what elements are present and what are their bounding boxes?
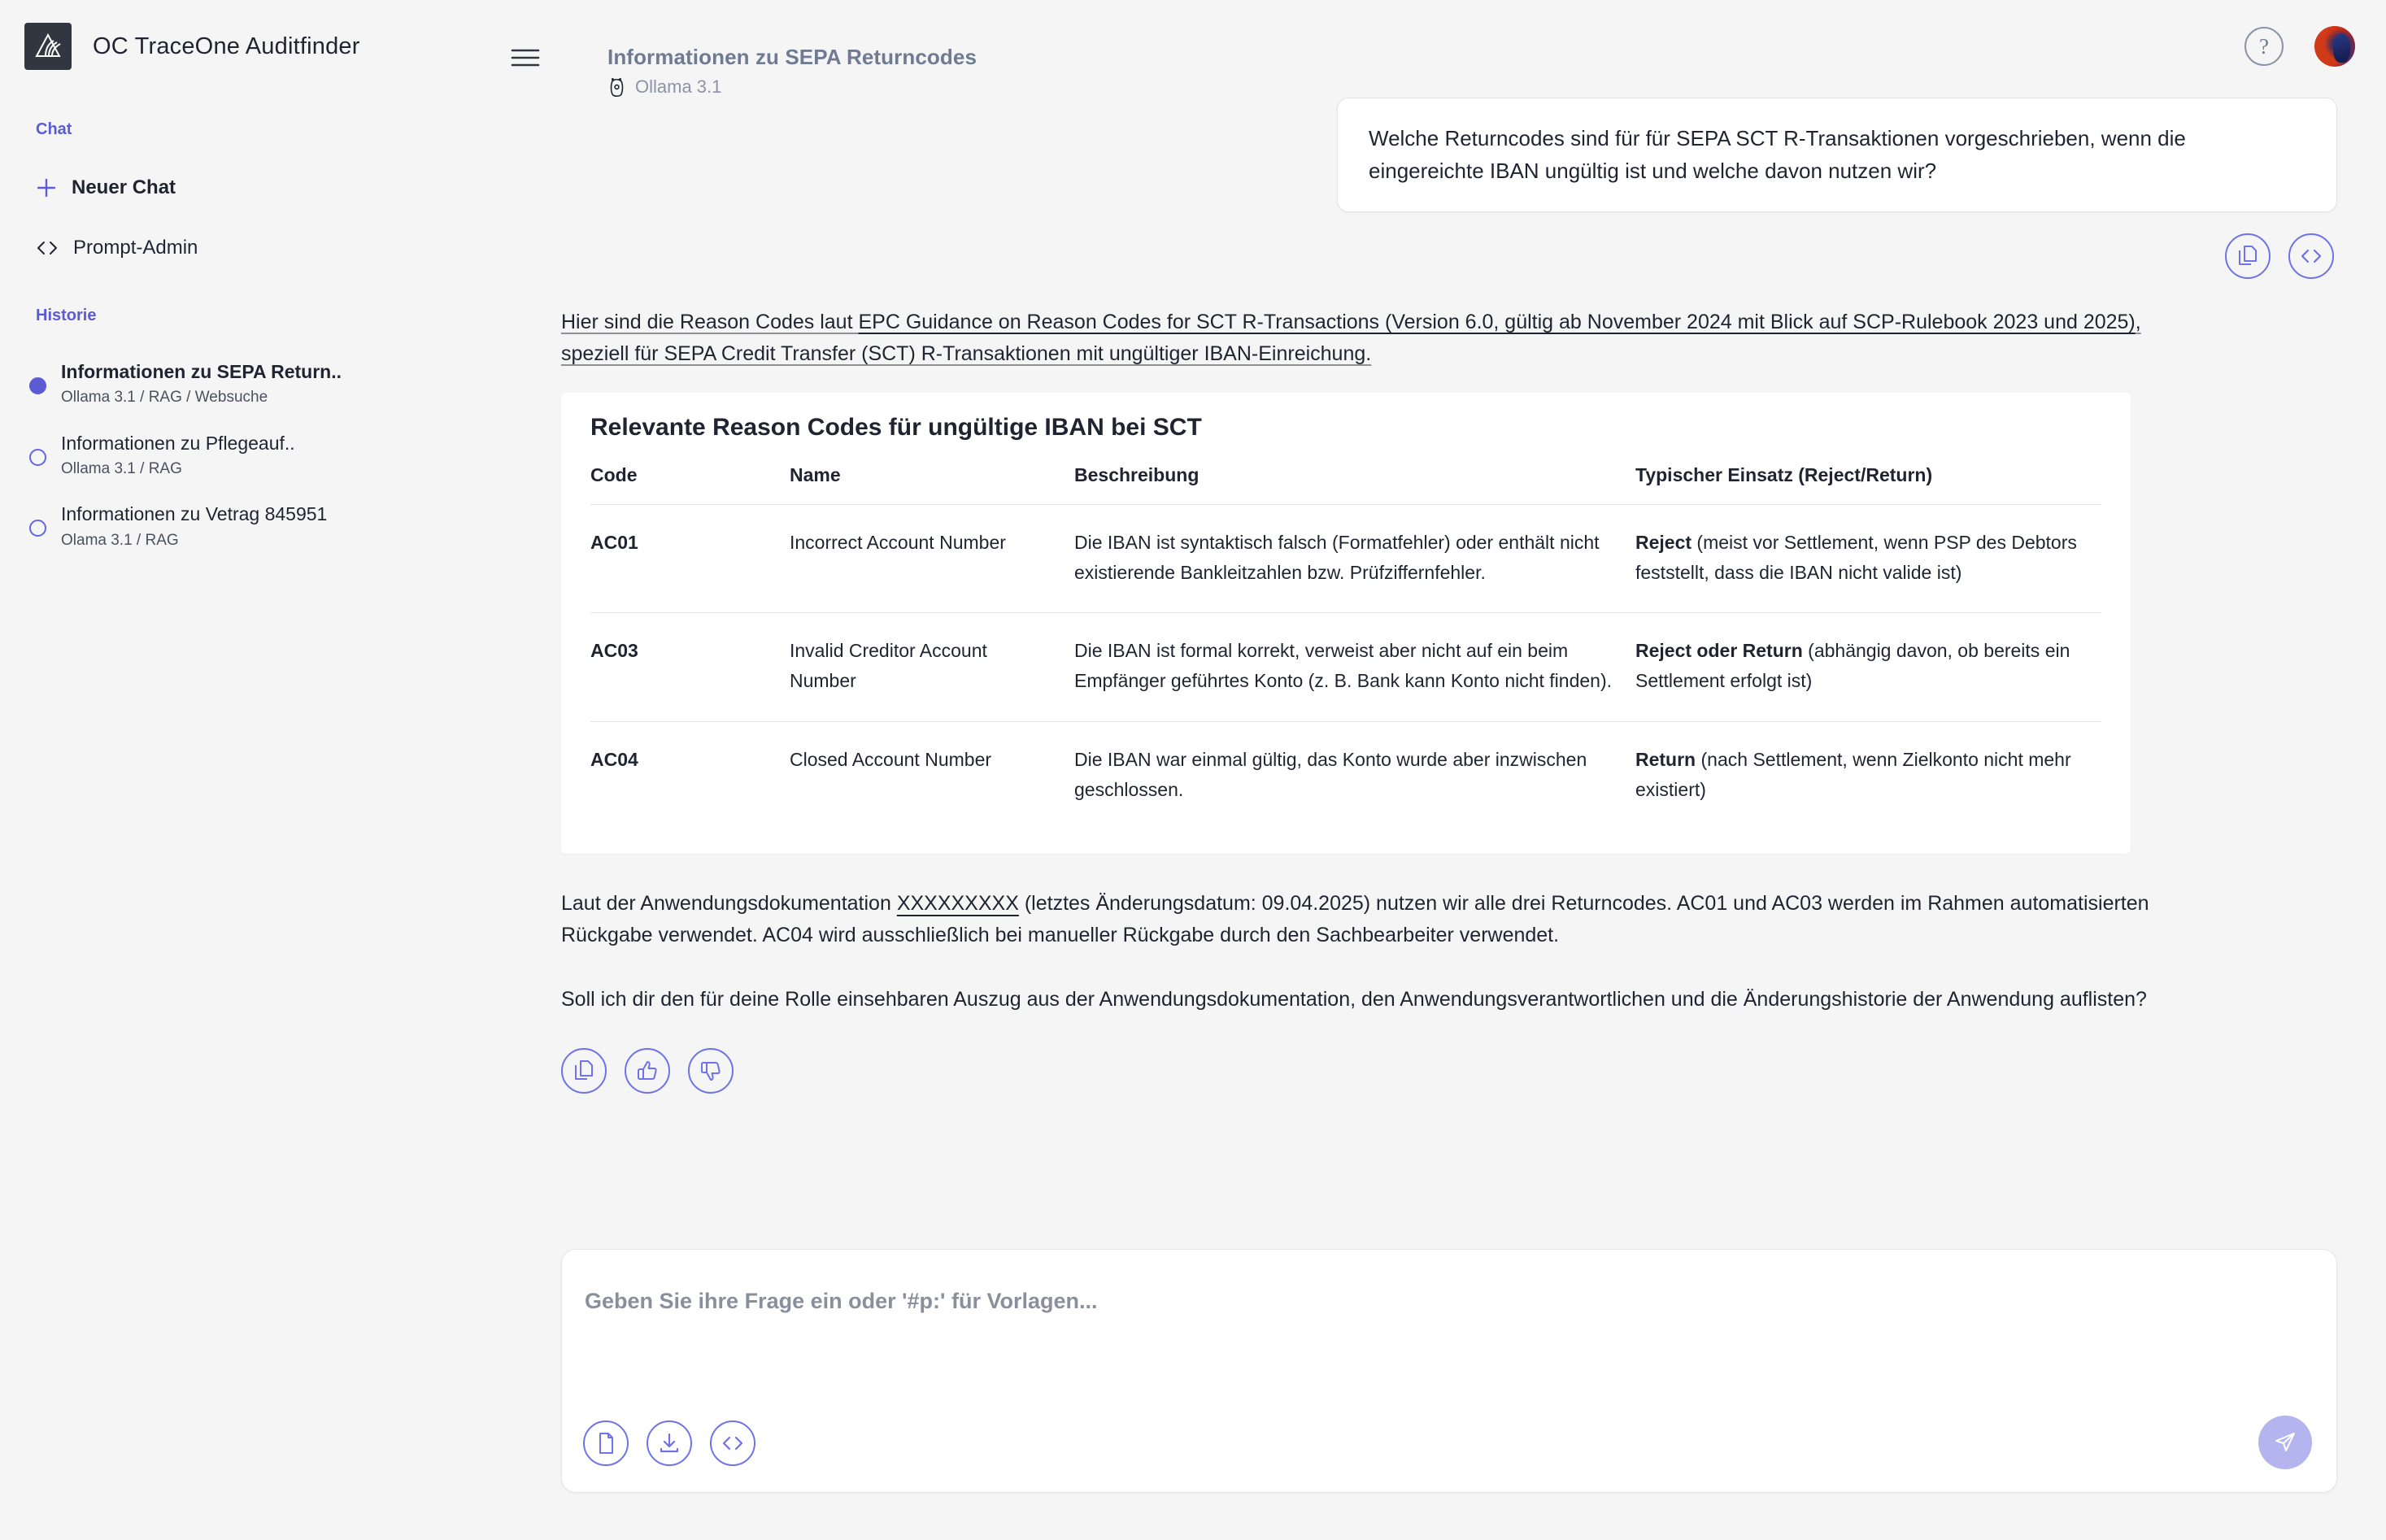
user-message-actions bbox=[561, 233, 2337, 279]
history-item-title: Informationen zu Pflegeauf.. bbox=[61, 432, 295, 454]
table-row bbox=[590, 504, 2101, 613]
brand bbox=[0, 0, 506, 70]
doc-text-before: Laut der Anwendungsdokumentation bbox=[561, 892, 897, 916]
assistant-message bbox=[561, 307, 2337, 1094]
column-header-code: Code bbox=[590, 459, 790, 505]
history-item-subtitle: Ollama 3.1 / RAG / Websuche bbox=[61, 389, 268, 407]
plus-icon bbox=[36, 177, 57, 198]
status-dot-icon bbox=[29, 520, 46, 537]
cell-name: Incorrect Account Number bbox=[790, 504, 1074, 613]
usage-strong: Return bbox=[1635, 748, 1696, 770]
intro-text-after: , speziell für SEPA Credit Transfer (SCT) R-Transaktionen mit ungültiger IBAN-Einreichung. bbox=[561, 311, 2141, 365]
page-title: Informationen zu SEPA Returncodes bbox=[607, 45, 977, 69]
history-list bbox=[0, 348, 506, 562]
cell-description: Die IBAN ist formal korrekt, verweist aber nicht auf ein beim Empfänger geführtes Konto (z. B. Bank kann Konto nicht finden). bbox=[1074, 613, 1635, 722]
sidebar-section-history: Historie bbox=[36, 307, 97, 324]
doc-text-after: (letztes Änderungsdatum: 09.04.2025) nutzen wir alle drei Returncodes. AC01 und AC03 werden im Rahmen automatisierten Rückgabe verwendet. AC04 wird ausschließlich bei manueller Rückgabe durch den Sachbearbeiter verwendet. bbox=[561, 892, 2149, 947]
anwendungsdokumentation-link[interactable]: XXXXXXXXX bbox=[896, 892, 1019, 916]
epc-guidance-link[interactable]: EPC Guidance on Reason Codes for SCT R-Transactions (Version 6.0, gültig ab November 2024 mit Blick auf SCP-Rulebook 2023 und 2025) bbox=[858, 311, 2136, 334]
user-message-bubble bbox=[1337, 98, 2337, 212]
usage-strong: Reject bbox=[1635, 531, 1692, 553]
assistant-message-actions bbox=[561, 1048, 2337, 1094]
sidebar-item-new-chat[interactable] bbox=[0, 168, 506, 207]
attach-file-button[interactable] bbox=[583, 1420, 629, 1466]
history-item-1[interactable] bbox=[0, 420, 506, 491]
copy-response-button[interactable] bbox=[561, 1048, 607, 1094]
reason-codes-table bbox=[590, 459, 2101, 830]
code-button[interactable] bbox=[710, 1420, 755, 1466]
history-item-2[interactable] bbox=[0, 490, 506, 562]
sidebar bbox=[0, 0, 506, 1540]
history-item-subtitle: Olama 3.1 / RAG bbox=[61, 531, 179, 549]
hamburger-icon[interactable] bbox=[510, 47, 541, 68]
composer-wrapper bbox=[506, 1249, 2386, 1540]
copy-icon bbox=[573, 1059, 594, 1082]
code-icon bbox=[721, 1434, 744, 1452]
cell-code: AC04 bbox=[590, 748, 638, 770]
column-header-beschreibung: Beschreibung bbox=[1074, 459, 1635, 505]
sidebar-item-new-chat-label: Neuer Chat bbox=[72, 176, 176, 198]
conversation bbox=[506, 98, 2386, 1272]
topbar-actions bbox=[2244, 26, 2355, 67]
assistant-followup-paragraph: Soll ich dir den für deine Rolle einsehbaren Auszug aus der Anwendungsdokumentation, den Anwendungsverantwortlichen und die Änderungshistorie der Anwendung auflisten? bbox=[561, 988, 2147, 1011]
status-dot-icon bbox=[29, 377, 46, 394]
cell-usage bbox=[1635, 613, 2101, 722]
avatar[interactable] bbox=[2314, 26, 2355, 67]
download-button[interactable] bbox=[647, 1420, 692, 1466]
reason-codes-card bbox=[561, 393, 2131, 855]
table-row bbox=[590, 721, 2101, 829]
thumbs-down-icon bbox=[699, 1059, 722, 1082]
usage-strong: Reject oder Return bbox=[1635, 640, 1803, 662]
model-label: Ollama 3.1 bbox=[635, 76, 722, 97]
chat-input-placeholder[interactable]: Geben Sie ihre Frage ein oder '#p:' für Vorlagen... bbox=[585, 1289, 1098, 1313]
model-badge bbox=[607, 76, 977, 98]
cell-code: AC01 bbox=[590, 504, 790, 613]
main-area bbox=[506, 0, 2386, 1540]
assistant-doc-paragraph bbox=[561, 888, 2204, 951]
thumbs-up-button[interactable] bbox=[625, 1048, 670, 1094]
cell-name: Closed Account Number bbox=[790, 748, 992, 770]
topbar bbox=[506, 0, 2386, 98]
usage-rest: (abhängig davon, ob bereits ein Settlement erfolgt ist) bbox=[1635, 640, 2070, 692]
triangle-waves-logo bbox=[24, 23, 72, 70]
thumbs-up-icon bbox=[636, 1059, 659, 1082]
copy-button[interactable] bbox=[2225, 233, 2271, 279]
thumbs-down-button[interactable] bbox=[688, 1048, 734, 1094]
history-item-subtitle: Ollama 3.1 / RAG bbox=[61, 459, 182, 477]
cell-usage bbox=[1635, 504, 2101, 613]
download-icon bbox=[658, 1432, 681, 1455]
usage-rest: (meist vor Settlement, wenn PSP des Debtors feststellt, dass die IBAN nicht valide ist) bbox=[1635, 531, 2077, 583]
assistant-intro-paragraph bbox=[561, 307, 2179, 370]
send-button[interactable] bbox=[2258, 1416, 2312, 1469]
user-message-text: Welche Returncodes sind für für SEPA SCT R-Transaktionen vorgeschrieben, wenn die eingereichte IBAN ungültig ist und welche davon nutzen wir? bbox=[1369, 126, 2186, 183]
user-message-row bbox=[561, 98, 2337, 212]
cell-usage bbox=[1635, 721, 2101, 829]
cell-code: AC03 bbox=[590, 613, 790, 722]
cell-name: Invalid Creditor Account Number bbox=[790, 613, 1074, 722]
code-icon bbox=[36, 239, 59, 257]
usage-rest: (nach Settlement, wenn Zielkonto nicht mehr existiert) bbox=[1635, 748, 2071, 800]
status-dot-icon bbox=[29, 449, 46, 466]
table-title: Relevante Reason Codes für ungültige IBAN bei SCT bbox=[590, 413, 1202, 441]
chat-header bbox=[607, 45, 977, 98]
history-item-0[interactable] bbox=[0, 348, 506, 420]
file-icon bbox=[596, 1432, 616, 1455]
column-header-name: Name bbox=[790, 459, 1074, 505]
intro-text-before: Hier sind die Reason Codes laut bbox=[561, 311, 859, 334]
send-icon bbox=[2272, 1429, 2298, 1455]
table-header-row bbox=[590, 459, 2101, 505]
composer-tools bbox=[583, 1420, 755, 1466]
cell-description: Die IBAN ist syntaktisch falsch (Formatfehler) oder enthält nicht existierende Bankleitzahlen bzw. Prüfziffernfehler. bbox=[1074, 504, 1635, 613]
message-composer[interactable] bbox=[561, 1249, 2337, 1493]
history-item-title: Informationen zu SEPA Return.. bbox=[61, 361, 342, 382]
cell-description: Die IBAN war einmal gültig, das Konto wurde aber inzwischen geschlossen. bbox=[1074, 748, 1587, 800]
code-button[interactable] bbox=[2288, 233, 2334, 279]
column-header-einsatz: Typischer Einsatz (Reject/Return) bbox=[1635, 459, 2101, 505]
code-icon bbox=[2300, 247, 2323, 265]
sidebar-section-chat: Chat bbox=[36, 120, 72, 138]
sidebar-item-prompt-admin[interactable] bbox=[0, 228, 506, 268]
history-item-title: Informationen zu Vetrag 845951 bbox=[61, 503, 328, 525]
brand-title: OC TraceOne Auditfinder bbox=[93, 33, 360, 59]
copy-icon bbox=[2237, 245, 2258, 268]
help-icon[interactable]: ? bbox=[2244, 27, 2284, 66]
sidebar-item-prompt-admin-label: Prompt-Admin bbox=[73, 237, 198, 259]
llama-icon bbox=[607, 76, 627, 98]
table-row bbox=[590, 613, 2101, 722]
